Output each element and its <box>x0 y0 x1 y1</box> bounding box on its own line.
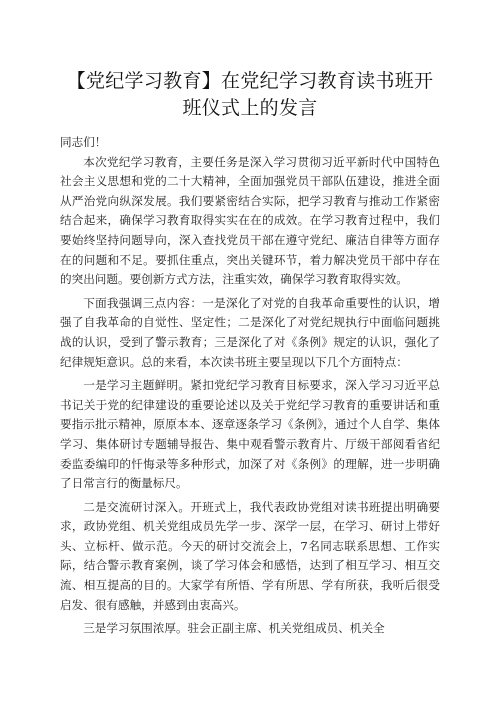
salutation: 同志们！ <box>60 135 107 149</box>
document-body <box>60 133 440 639</box>
paragraph-1: 本次党纪学习教育，主要任务是深入学习贯彻习近平新时代中国特色社会主义思想和党的二十大精神，全面加强党员干部队伍建设，推进全面从严治党向纵深发展。我们要紧密结合实际，把学习教育与推动工作紧密结合起来，确保学习教育取得实实在在的成效。在学习教育过程中，我们要始终坚持问题导向，深入查找党员干部在遵守党纪、廉洁自律等方面存在的问题和不足。要抓住重点，突出关键环节，着力解决党员干部中存在的突出问题。要创新方式方法，注重实效，确保学习教育取得实效。 <box>60 154 440 287</box>
paragraph-2: 下面我强调三点内容：一是深化了对党的自我革命重要性的认识，增强了自我革命的自觉性、坚定性；二是深化了对党纪规执行中面临问题挑战的认识，受到了警示教育；三是深化了对《条例》规定的认识，强化了纪律规矩意识。总的来看，本次读书班主要呈现以下几个方面特点： <box>60 295 440 369</box>
document-title: 【党纪学习教育】在党纪学习教育读书班开班仪式上的发言 <box>66 70 434 119</box>
paragraph-5: 三是学习氛围浓厚。驻会正副主席、机关党组成员、机关全 <box>83 621 385 636</box>
paragraph-4: 二是交流研讨深入。开班式上，我代表政协党组对读书班提出明确要求，政协党组、机关党组成员先学一步、深学一层，在学习、研讨上带好头、立标杆、做示范。今天的研讨交流会上，7名同志联系思想、工作实际，结合警示教育案例，谈了学习体会和感悟，达到了相互学习、相互交流、相互提高的目的。大家学有所悟、学有所思、学有所获，我听后很受启发、很有感触，并感到由衷高兴。 <box>60 499 440 612</box>
paragraph-3: 一是学习主题鲜明。紧扣党纪学习教育目标要求，深入学习习近平总书记关于党的纪律建设的重要论述以及关于党纪学习教育的重要讲话和重要指示批示精神，原原本本、逐章逐条学习《条例》，通过个人自学、集体学习、集体研讨专题辅导报告、集中观看警示教育片、厅级干部阅看省纪委监委编印的忏悔录等多种形式，加深了对《条例》的理解，进一步明确了日常言行的衡量标尺。 <box>60 378 440 491</box>
